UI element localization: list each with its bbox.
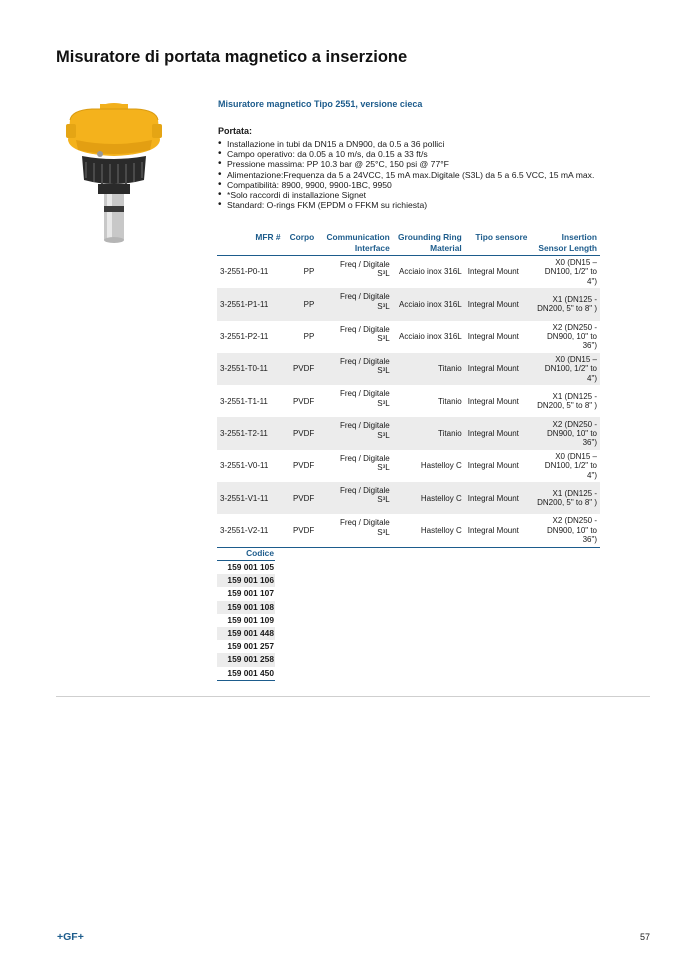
spec-table-header [217,232,600,256]
cell-comm-line1: Freq / Digitale [339,292,390,302]
table-row [217,514,600,547]
cell-comm [317,514,392,547]
code-cell: 159 001 448 [217,627,275,640]
cell-corpo: PVDF [284,353,318,385]
code-cell: 159 001 450 [217,667,275,681]
cell-corpo: PP [303,267,315,277]
cell-tipo: Integral Mount [465,353,531,385]
table-row [217,321,600,353]
code-cell: 159 001 107 [227,588,274,599]
codes-table [217,547,275,681]
cell-comm-line1: Freq / Digitale [339,324,390,334]
gf-logo: +GF+ [57,931,84,943]
code-cell: 159 001 257 [227,641,274,652]
table-row [217,482,600,514]
cell-tipo: Integral Mount [465,288,531,320]
cell-comm-line1: Freq / Digitale [339,453,390,463]
spec-table [217,232,600,548]
cell-corpo: PVDF [284,417,318,449]
cell-comm-line1: Freq / Digitale [339,389,390,399]
product-image [62,96,166,244]
cell-comm-line1: Freq / Digitale [339,486,390,496]
table-row [217,450,600,482]
cell-comm-line1: Freq / Digitale [339,260,390,269]
cell-corpo: PVDF [284,482,318,514]
cell-comm [317,256,392,289]
header-grounding-ring: Grounding Ring Material [393,232,465,256]
cell-tipo: Integral Mount [467,461,519,471]
cell-tipo: Integral Mount [467,332,519,342]
cell-comm-line2: S³L [377,527,390,537]
code-cell: 159 001 109 [227,614,274,625]
code-cell: 159 001 105 [227,562,274,572]
table-row [217,353,600,385]
footer-divider [56,696,650,697]
feature-item: • Standard: O-rings FKM (EPDM o FFKM su richiesta) [218,200,594,210]
cell-comm-line1: Freq / Digitale [339,356,390,366]
cell-mfr: 3-2551-P0-11 [220,267,269,277]
cell-corpo: PVDF [292,461,315,471]
cell-comm [317,385,392,417]
cell-tipo: Integral Mount [465,417,531,449]
cell-comm [317,450,392,482]
cell-corpo: PP [303,332,315,342]
cell-ring: Titanio [393,353,465,385]
cell-mfr: 3-2551-V2-11 [217,514,284,547]
cell-insertion: X1 (DN125 - DN200, 5" to 8" ) [537,391,597,411]
cell-insertion: X0 (DN15 – DN100, 1/2" to 4") [544,451,597,480]
cell-comm [317,482,392,514]
header-communication-interface: Communication Interface [317,232,392,256]
cell-corpo: PVDF [292,396,315,406]
cell-insertion: X2 (DN250 - DN900, 10" to 36") [530,514,600,547]
cell-mfr: 3-2551-V1-11 [217,482,284,514]
cell-tipo: Integral Mount [467,396,519,406]
code-cell: 159 001 106 [217,574,275,587]
feature-item: • Campo operativo: da 0.05 a 10 m/s, da 0.15 a 33 ft/s [218,149,594,159]
cell-tipo: Integral Mount [465,482,531,514]
cell-ring: Hastelloy C [393,514,465,547]
product-subtitle: Misuratore magnetico Tipo 2551, versione cieca [218,99,423,109]
cell-insertion: X2 (DN250 - DN900, 10" to 36") [530,417,600,449]
cell-ring: Hastelloy C [420,461,462,471]
table-row [217,288,600,320]
feature-item: • *Solo raccordi di installazione Signet [218,190,594,200]
feature-list [218,139,594,210]
header-corpo: Corpo [284,232,318,256]
cell-comm-line1: Freq / Digitale [339,421,390,431]
cell-insertion: X1 (DN125 - DN200, 5" to 8" ) [530,288,600,320]
cell-comm-line2: S³L [377,366,390,376]
codes-header: Codice [217,547,275,561]
feature-item: • Alimentazione:Frequenza da 5 a 24VCC, 15 mA max.Digitale (S3L) da 5 a 6.5 VCC, 15 mA max. [218,170,594,180]
feature-item: • Pressione massima: PP 10.3 bar @ 25°C, 150 psi @ 77°F [218,159,594,169]
page-number: 57 [640,932,651,942]
header-insertion-length: Insertion Sensor Length [530,232,600,256]
cell-mfr: 3-2551-T1-11 [220,396,268,406]
cell-comm-line1: Freq / Digitale [339,518,390,528]
cell-comm-line2: S³L [377,495,390,505]
cell-insertion: X0 (DN15 – DN100, 1/2" to 4") [544,258,597,286]
cell-ring: Acciaio inox 316L [399,267,462,277]
cell-comm [317,417,392,449]
header-mfr: MFR # [217,232,284,256]
table-row [217,256,600,289]
cell-insertion: X1 (DN125 - DN200, 5" to 8" ) [530,482,600,514]
table-row [217,385,600,417]
cell-comm-line2: S³L [377,430,390,440]
portata-heading: Portata: [218,126,253,136]
cell-ring: Acciaio inox 316L [393,288,465,320]
cell-insertion: X0 (DN15 – DN100, 1/2" to 4") [530,353,600,385]
cell-tipo: Integral Mount [465,514,531,547]
header-tipo-sensore: Tipo sensore [465,232,531,256]
cell-comm [317,321,392,353]
code-cell: 159 001 258 [217,653,275,666]
code-cell: 159 001 108 [217,601,275,614]
cell-ring: Acciaio inox 316L [399,332,462,342]
cell-mfr: 3-2551-P2-11 [220,332,269,342]
cell-comm-line2: S³L [377,463,390,473]
table-row [217,417,600,449]
cell-ring: Titanio [438,396,462,406]
cell-comm [317,353,392,385]
cell-ring: Titanio [393,417,465,449]
cell-comm-line2: S³L [377,334,390,343]
cell-mfr: 3-2551-T0-11 [217,353,284,385]
cell-ring: Hastelloy C [393,482,465,514]
cell-mfr: 3-2551-P1-11 [217,288,284,320]
cell-corpo: PVDF [284,514,318,547]
cell-comm [317,288,392,320]
cell-mfr: 3-2551-V0-11 [220,461,269,471]
cell-mfr: 3-2551-T2-11 [217,417,284,449]
cell-comm-line2: S³L [377,269,390,279]
feature-item: • Installazione in tubi da DN15 a DN900, da 0.5 a 36 pollici [218,139,594,149]
page-title: Misuratore di portata magnetico a inserzione [56,48,408,66]
feature-item: • Compatibilità: 8900, 9900, 9900-1BC, 9950 [218,180,594,190]
cell-corpo: PP [284,288,318,320]
cell-comm-line2: S³L [377,301,390,311]
cell-tipo: Integral Mount [467,267,519,277]
cell-comm-line2: S³L [377,398,390,408]
cell-insertion: X2 (DN250 - DN900, 10" to 36") [547,322,597,351]
